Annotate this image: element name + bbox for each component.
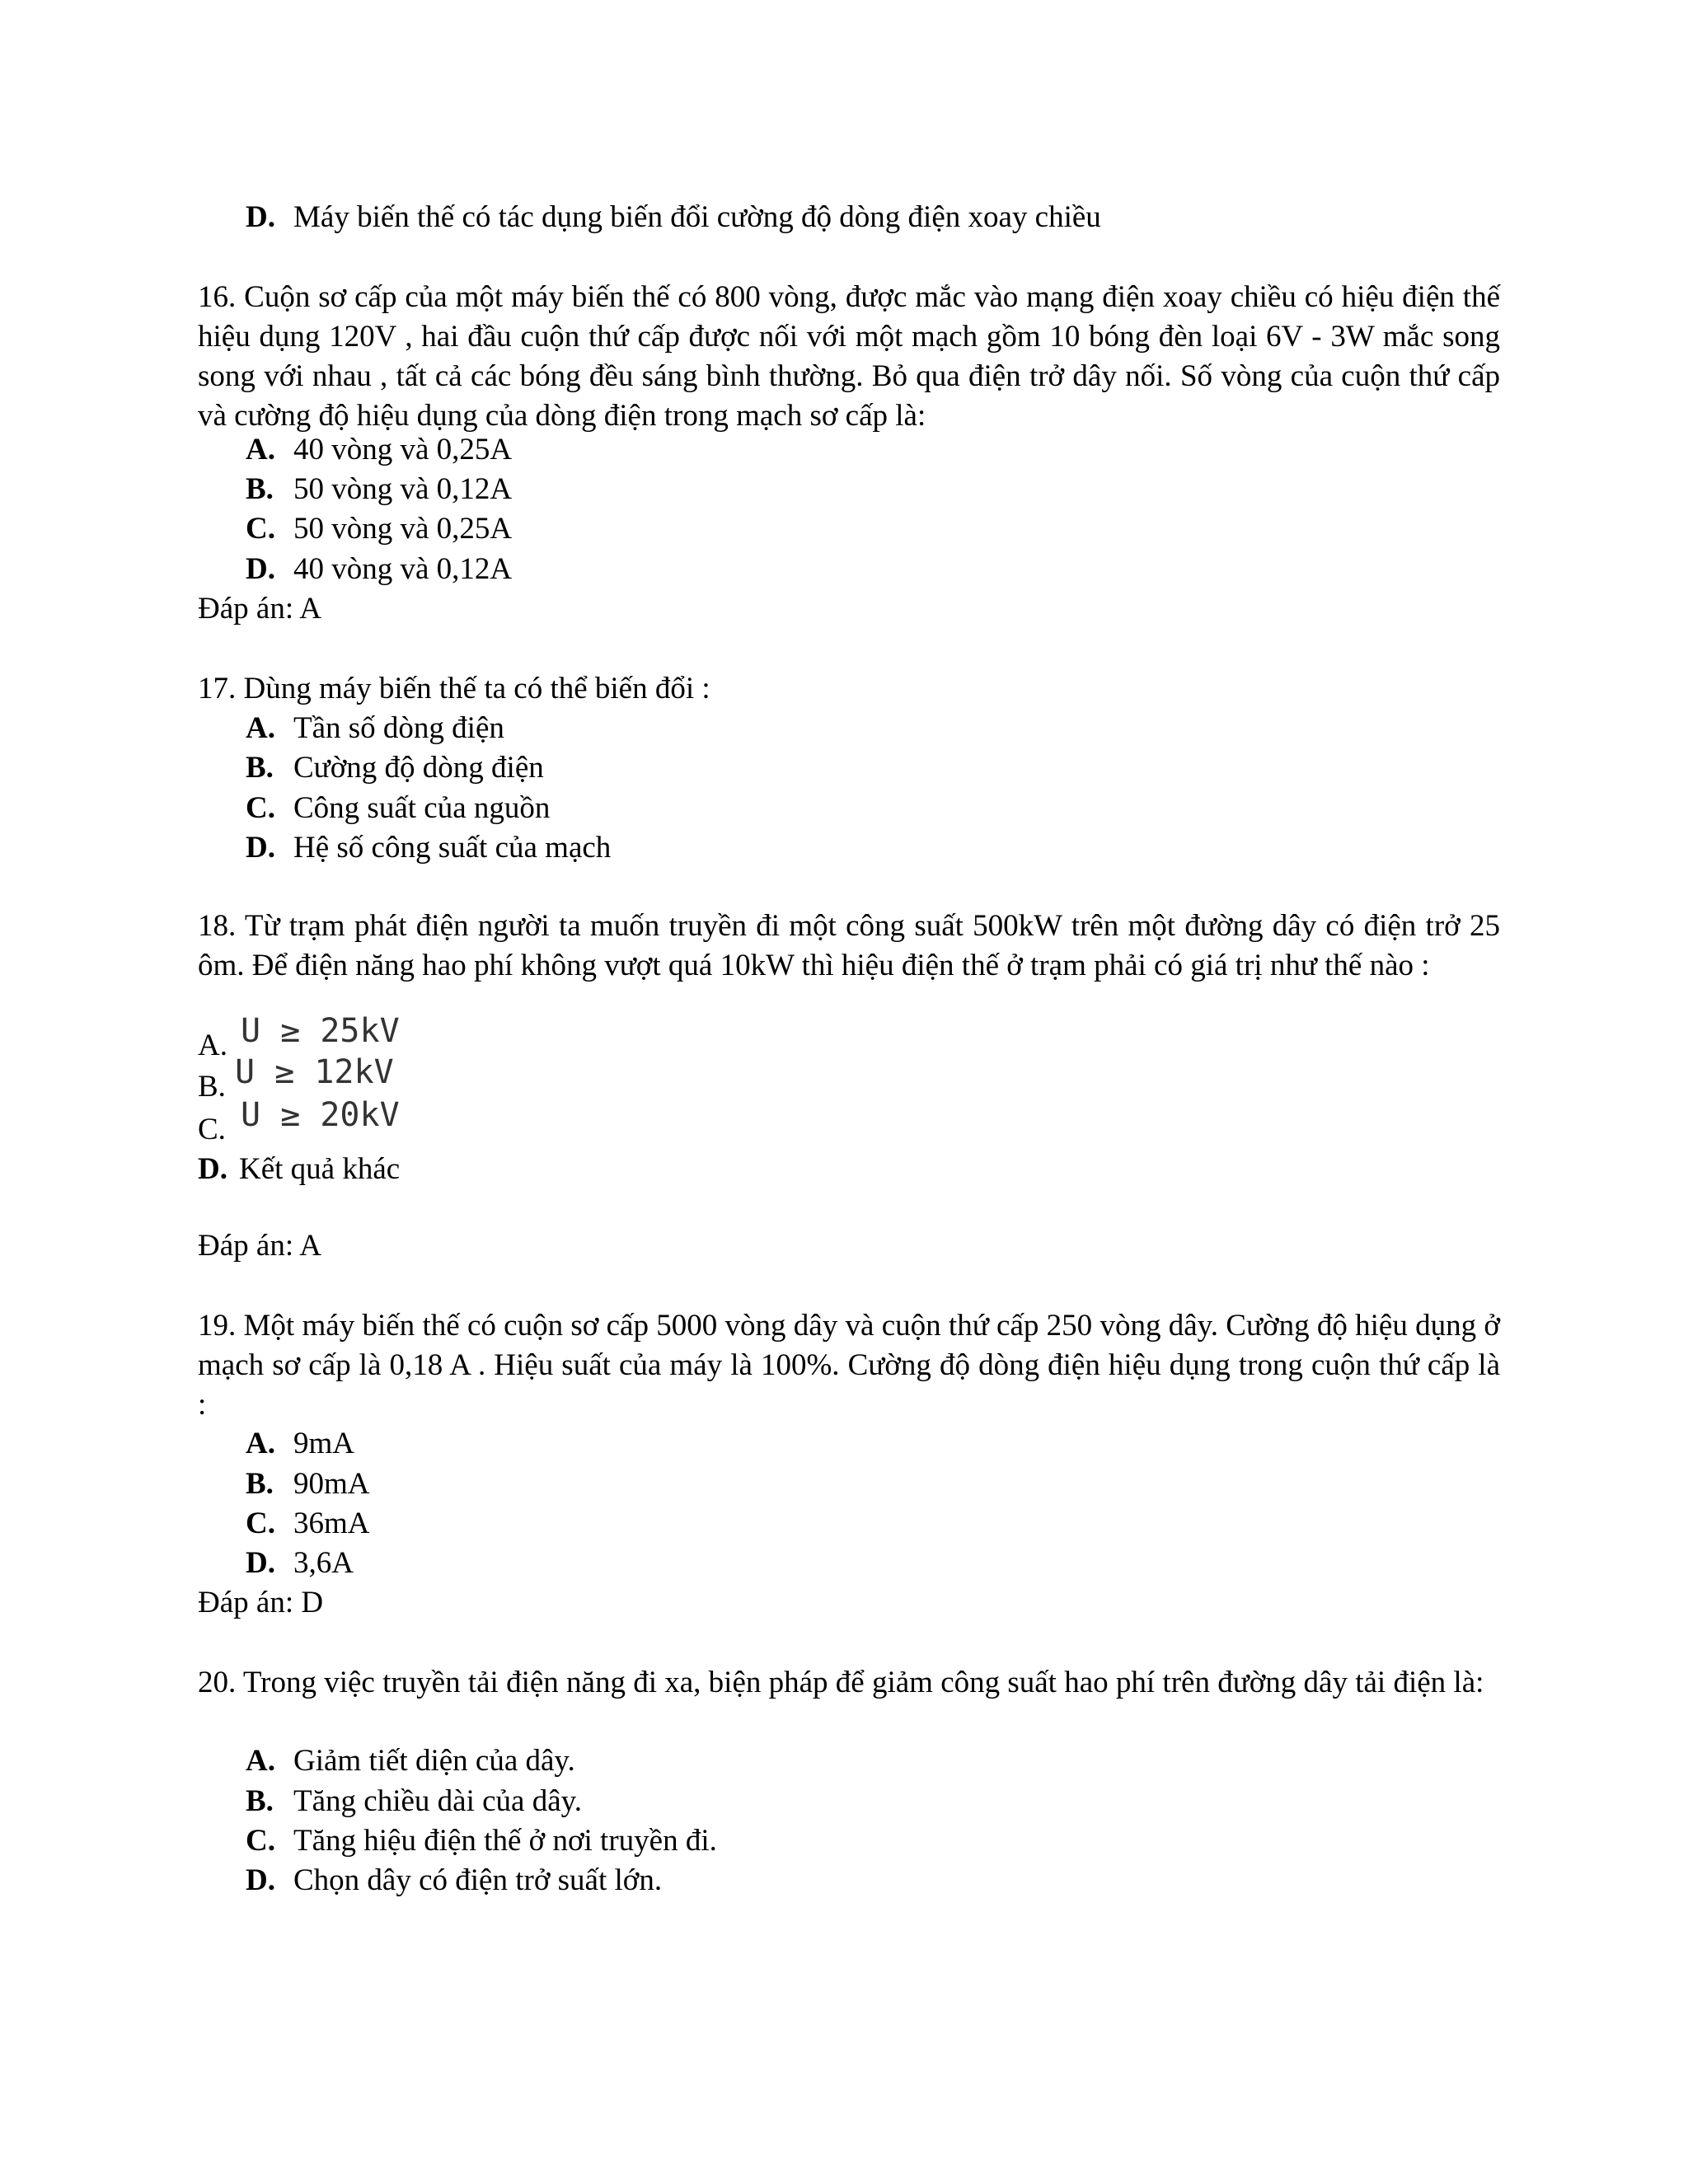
option-text: 3,6A <box>293 1546 354 1580</box>
option-text: Công suất của nguồn <box>293 791 551 825</box>
option-text: 40 vòng và 0,12A <box>293 552 513 586</box>
q18-answer: Đáp án: A <box>198 1229 322 1263</box>
option-letter: B. <box>246 1784 274 1818</box>
q20-option-b <box>246 1782 582 1821</box>
q19-option-d <box>246 1544 354 1583</box>
q20-stem: 20. Trong việc truyền tải điện năng đi xa, biện pháp để giảm công suất hao phí trên đường dây tải điện là: <box>198 1666 1484 1699</box>
q19-option-c <box>246 1504 370 1544</box>
q16-option-d <box>246 550 512 589</box>
q17-option-b <box>246 748 544 788</box>
option-text: 50 vòng và 0,12A <box>293 472 513 506</box>
q19-option-a <box>246 1424 354 1464</box>
option-text: Kết quả khác <box>239 1152 401 1186</box>
q18-stem: 18. Từ trạm phát điện người ta muốn truyền đi một công suất 500kW trên một đường dây có điện trở 25 ôm. Để điện năng hao phí không vượt quá 10kW thì hiệu điện thế ở trạm phải có giá trị như thế nào : <box>198 909 1500 982</box>
option-text: Tăng chiều dài của dây. <box>293 1784 582 1818</box>
q17-option-c <box>246 789 550 828</box>
q16-option-b <box>246 470 512 509</box>
q17-stem: 17. Dùng máy biến thế ta có thể biến đổi : <box>198 672 710 705</box>
option-letter: C. <box>246 1824 275 1858</box>
option-letter: D. <box>246 1863 275 1897</box>
option-text: 90mA <box>293 1467 370 1501</box>
formula: U ≥ 20kV <box>241 1096 400 1134</box>
option-text: 36mA <box>293 1507 370 1540</box>
q18-option-d <box>198 1150 400 1189</box>
q19-answer: Đáp án: D <box>198 1586 324 1619</box>
option-letter: A. <box>246 1744 275 1778</box>
option-letter: C. <box>246 791 275 825</box>
q20-option-c <box>246 1821 717 1861</box>
q18-option-c <box>198 1096 400 1150</box>
option-text: Giảm tiết diện của dây. <box>293 1744 575 1778</box>
option-letter: A. <box>246 1427 275 1460</box>
formula: U ≥ 12kV <box>235 1053 394 1091</box>
option-letter: D. <box>198 1152 227 1186</box>
q19-stem: 19. Một máy biến thế có cuộn sơ cấp 5000 vòng dây và cuộn thứ cấp 250 vòng dây. Cường độ hiệu dụng ở mạch sơ cấp là 0,18 A . Hiệu suất của máy là 100%. Cường độ dòng điện hiệu dụng trong cuộn thứ cấp là : <box>198 1309 1500 1422</box>
option-letter: B. <box>246 751 274 785</box>
option-text: 9mA <box>293 1427 354 1460</box>
option-text: Cường độ dòng điện <box>293 751 544 785</box>
q17-option-d <box>246 828 611 868</box>
option-text: 40 vòng và 0,25A <box>293 433 513 466</box>
option-text: Tăng hiệu điện thế ở nơi truyền đi. <box>293 1824 717 1858</box>
option-letter: D. <box>246 831 275 865</box>
option-letter: B. <box>246 1467 274 1501</box>
q16-option-c <box>246 509 512 549</box>
q16-option-a <box>246 430 512 470</box>
option-letter: B. <box>246 472 274 506</box>
option-letter: B. <box>198 1070 226 1104</box>
q15-option-d <box>246 198 1101 237</box>
q20-option-a <box>246 1741 575 1781</box>
option-text: Máy biến thế có tác dụng biến đổi cường độ dòng điện xoay chiều <box>293 200 1101 234</box>
option-letter: D. <box>246 552 275 586</box>
option-letter: A. <box>198 1029 227 1062</box>
q19-option-b <box>246 1465 370 1504</box>
option-letter: A. <box>246 433 275 466</box>
option-letter: A. <box>246 711 275 745</box>
formula: U ≥ 25kV <box>241 1012 400 1050</box>
q17-option-a <box>246 709 504 748</box>
option-text: Hệ số công suất của mạch <box>293 831 612 865</box>
option-text: 50 vòng và 0,25A <box>293 512 513 546</box>
option-letter: C. <box>246 1507 275 1540</box>
option-letter: C. <box>246 512 275 546</box>
option-letter: C. <box>198 1113 226 1146</box>
option-text: Tần số dòng điện <box>293 711 504 745</box>
option-text: Chọn dây có điện trở suất lớn. <box>293 1863 663 1897</box>
option-letter: D. <box>246 200 275 234</box>
q20-option-d <box>246 1861 662 1900</box>
q16-stem: 16. Cuộn sơ cấp của một máy biến thế có 800 vòng, được mắc vào mạng điện xoay chiều có hiệu điện thế hiệu dụng 120V , hai đầu cuộn thứ cấp được nối với một mạch gồm 10 bóng đèn loại 6V - 3W mắc song song với nhau , tất cả các bóng đều sáng bình thường. Bỏ qua điện trở dây nối. Số vòng của cuộn thứ cấp và cường độ hiệu dụng của dòng điện trong mạch sơ cấp là: <box>198 280 1500 433</box>
option-letter: D. <box>246 1546 275 1580</box>
q16-answer: Đáp án: A <box>198 592 322 626</box>
